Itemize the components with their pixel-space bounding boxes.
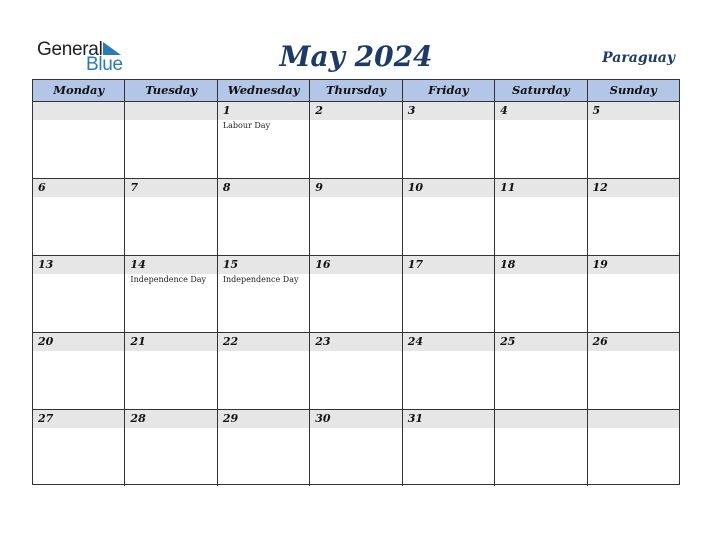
day-cell[interactable] xyxy=(403,179,495,255)
day-cell[interactable] xyxy=(495,333,587,409)
day-cell[interactable] xyxy=(125,410,217,486)
day-number-band xyxy=(218,256,309,274)
day-number-band xyxy=(310,256,401,274)
day-cell[interactable] xyxy=(33,179,125,255)
holiday-label: Independence Day xyxy=(130,275,207,284)
day-number-band xyxy=(495,333,586,351)
day-cell[interactable] xyxy=(218,410,310,486)
day-cell[interactable] xyxy=(33,256,125,332)
day-number-band xyxy=(403,410,494,428)
day-number-band xyxy=(310,333,401,351)
day-number: 30 xyxy=(315,412,331,425)
day-number-band xyxy=(588,256,679,274)
weekday-header-tuesday: Tuesday xyxy=(125,80,217,101)
day-cell[interactable] xyxy=(218,333,310,409)
day-number: 17 xyxy=(407,258,423,271)
day-cell[interactable] xyxy=(310,256,402,332)
day-cell[interactable] xyxy=(125,102,217,178)
day-cell[interactable] xyxy=(310,333,402,409)
weekday-header-monday: Monday xyxy=(33,80,125,101)
day-number: 9 xyxy=(315,181,323,194)
day-number: 8 xyxy=(222,181,231,194)
weekday-header-friday: Friday xyxy=(403,80,495,101)
day-number: 25 xyxy=(500,335,516,348)
day-number: 12 xyxy=(592,181,608,194)
day-number-band xyxy=(588,333,679,351)
day-cell[interactable] xyxy=(495,179,587,255)
day-number: 1 xyxy=(222,104,231,117)
day-cell[interactable] xyxy=(403,256,495,332)
day-number: 2 xyxy=(315,104,323,117)
day-number-band xyxy=(495,410,586,428)
day-number: 16 xyxy=(315,258,331,271)
day-number-band xyxy=(310,179,401,197)
day-number-band xyxy=(403,102,494,120)
day-number: 5 xyxy=(592,104,601,117)
day-cell[interactable] xyxy=(310,179,402,255)
week-row xyxy=(33,256,679,333)
day-number: 31 xyxy=(407,412,423,425)
day-number: 18 xyxy=(500,258,516,271)
day-cell[interactable] xyxy=(218,256,310,332)
weeks-container xyxy=(33,102,679,486)
day-number-band xyxy=(403,256,494,274)
day-number: 11 xyxy=(500,181,516,194)
calendar-grid xyxy=(32,79,680,485)
day-number: 7 xyxy=(130,181,139,194)
day-cell[interactable] xyxy=(495,256,587,332)
day-number: 6 xyxy=(38,181,46,194)
weekday-header-sunday: Sunday xyxy=(609,83,657,97)
country-label: Paraguay xyxy=(602,50,675,66)
day-cell[interactable] xyxy=(218,179,310,255)
week-row xyxy=(33,333,679,410)
day-number: 20 xyxy=(38,335,54,348)
day-number-band xyxy=(588,410,679,428)
day-number: 15 xyxy=(222,258,239,271)
day-number-band xyxy=(33,333,124,351)
logo-word-general: General xyxy=(37,39,103,60)
day-number-band xyxy=(218,179,309,197)
day-number: 13 xyxy=(38,258,54,271)
day-number-band xyxy=(495,256,586,274)
day-cell[interactable] xyxy=(403,410,495,486)
day-cell[interactable] xyxy=(588,179,679,255)
day-number-band xyxy=(33,102,124,120)
day-cell[interactable] xyxy=(218,102,310,178)
day-number: 14 xyxy=(130,258,146,271)
day-number-band xyxy=(218,410,309,428)
day-cell[interactable] xyxy=(125,179,217,255)
day-number: 22 xyxy=(222,335,239,348)
day-cell[interactable] xyxy=(495,102,587,178)
week-row xyxy=(33,179,679,256)
day-cell[interactable] xyxy=(125,333,217,409)
day-number-band xyxy=(125,179,216,197)
day-cell[interactable] xyxy=(588,256,679,332)
day-number-band xyxy=(403,179,494,197)
day-cell[interactable] xyxy=(495,410,587,486)
day-number-band xyxy=(33,179,124,197)
day-cell[interactable] xyxy=(588,333,679,409)
day-cell[interactable] xyxy=(588,102,679,178)
day-number-band xyxy=(33,410,124,428)
day-cell[interactable] xyxy=(310,102,402,178)
week-row xyxy=(33,102,679,179)
day-number-band xyxy=(495,102,586,120)
holiday-label: Independence Day xyxy=(222,275,299,284)
logo-word-blue: Blue xyxy=(86,54,123,75)
weekday-header-wednesday: Wednesday xyxy=(218,80,310,101)
day-number: 4 xyxy=(500,104,508,117)
day-number-band xyxy=(588,179,679,197)
day-number: 23 xyxy=(315,335,331,348)
day-number-band xyxy=(125,256,216,274)
week-row xyxy=(33,410,679,486)
day-cell[interactable] xyxy=(310,410,402,486)
day-number: 29 xyxy=(222,412,239,425)
day-cell[interactable] xyxy=(403,102,495,178)
day-number-band xyxy=(403,333,494,351)
weekday-header-row xyxy=(33,80,679,102)
day-number-band xyxy=(495,179,586,197)
day-number-band xyxy=(33,256,124,274)
day-number: 26 xyxy=(592,335,608,348)
weekday-header-thursday: Thursday xyxy=(310,80,402,101)
day-number-band xyxy=(588,102,679,120)
day-number-band xyxy=(218,102,309,120)
day-cell[interactable] xyxy=(588,410,679,486)
day-number: 24 xyxy=(407,335,423,348)
day-number-band xyxy=(125,410,216,428)
day-number: 19 xyxy=(592,258,608,271)
page-title: May 2024 xyxy=(279,40,433,73)
holiday-label: Labour Day xyxy=(222,121,271,130)
weekday-header-saturday: Saturday xyxy=(495,80,587,101)
day-number-band xyxy=(125,102,216,120)
day-cell[interactable] xyxy=(33,333,125,409)
day-number: 27 xyxy=(38,412,54,425)
day-number: 21 xyxy=(130,335,146,348)
day-cell[interactable] xyxy=(403,333,495,409)
day-cell[interactable] xyxy=(33,410,125,486)
day-number: 3 xyxy=(407,104,416,117)
day-number: 28 xyxy=(130,412,146,425)
day-cell[interactable] xyxy=(125,256,217,332)
day-number-band xyxy=(218,333,309,351)
day-cell[interactable] xyxy=(33,102,125,178)
day-number-band xyxy=(310,410,401,428)
day-number-band xyxy=(125,333,216,351)
day-number: 10 xyxy=(407,181,423,194)
day-number-band xyxy=(310,102,401,120)
